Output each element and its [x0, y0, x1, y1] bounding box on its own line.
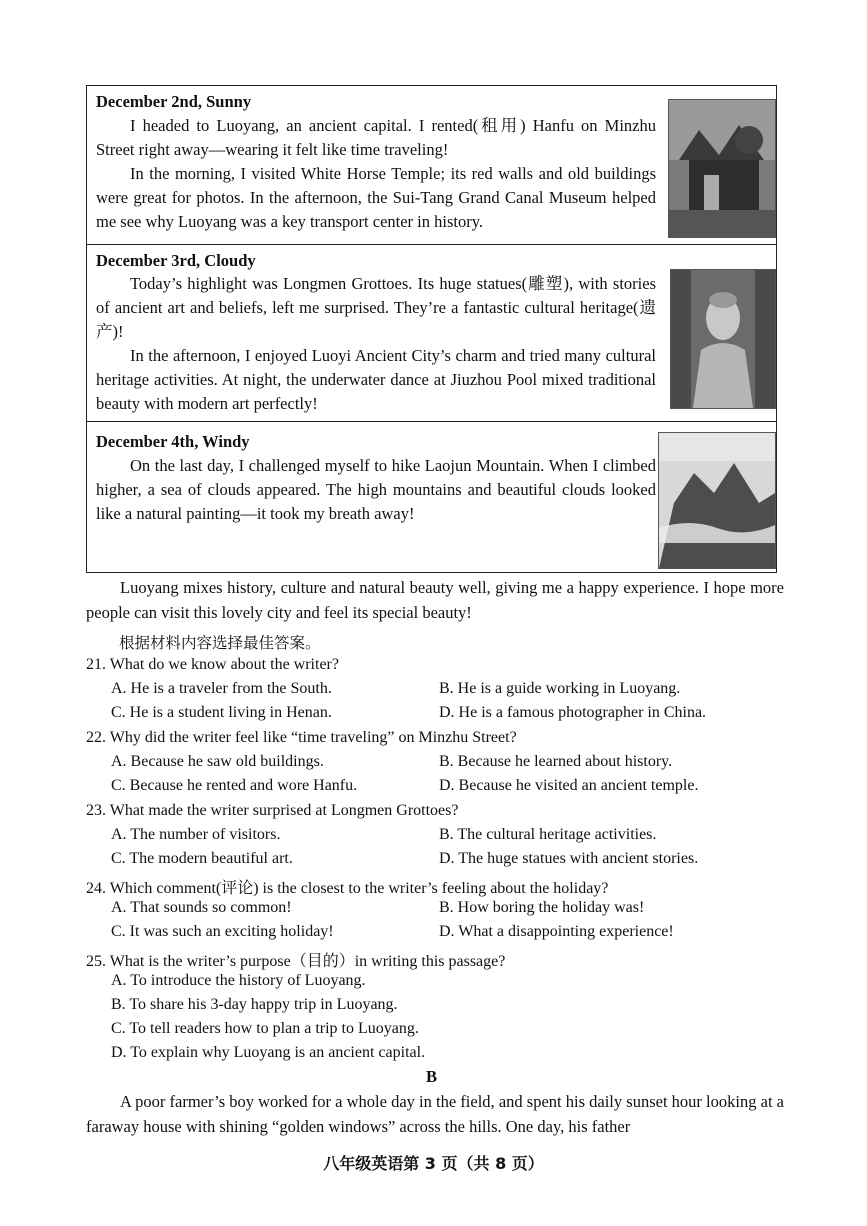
- entry-date: December 4th, Windy: [96, 432, 250, 451]
- section-b-paragraph: [86, 1090, 784, 1139]
- option-22-c[interactable]: C. Because he rented and wore Hanfu.: [111, 777, 358, 794]
- entry-date: December 3rd, Cloudy: [96, 251, 256, 270]
- option-21-b[interactable]: B. He is a guide working in Luoyang.: [439, 680, 681, 697]
- option-21-d[interactable]: D. He is a famous photographer in China.: [439, 704, 707, 721]
- laojun-mountain-photo: [658, 432, 776, 569]
- option-25-a[interactable]: A. To introduce the history of Luoyang.: [111, 972, 366, 989]
- entry-paragraph: On the last day, I challenged myself to hike Laojun Mountain. When I climbed higher, a sea of clouds appeared. The high mountains and beautiful clouds looked like a natural painting—it took my breath away!: [96, 456, 656, 523]
- option-22-b[interactable]: B. Because he learned about history.: [439, 753, 673, 770]
- option-21-c[interactable]: C. He is a student living in Henan.: [111, 704, 332, 721]
- option-23-c[interactable]: C. The modern beautiful art.: [111, 850, 293, 867]
- page-footer: 八年级英语第 3 页（共 8 页）: [323, 1154, 544, 1173]
- question-25: 25. What is the writer’s purpose（目的）in writing this passage?: [86, 953, 506, 970]
- option-23-a[interactable]: A. The number of visitors.: [111, 826, 281, 843]
- entry-text: [96, 114, 656, 234]
- option-25-d[interactable]: D. To explain why Luoyang is an ancient capital.: [111, 1044, 426, 1061]
- option-24-a[interactable]: A. That sounds so common!: [111, 899, 292, 916]
- section-b-heading: B: [426, 1067, 438, 1086]
- option-25-b[interactable]: B. To share his 3-day happy trip in Luoyang.: [111, 996, 398, 1013]
- closing-paragraph: [86, 576, 784, 625]
- option-23-b[interactable]: B. The cultural heritage activities.: [439, 826, 657, 843]
- entry-paragraph: In the afternoon, I enjoyed Luoyi Ancient City’s charm and tried many cultural heritage activities. At night, the underwater dance at Jiuzhou Pool mixed traditional beauty with modern art perfectly!: [96, 346, 656, 413]
- entry-paragraph: Today’s highlight was Longmen Grottoes. Its huge statues(雕塑), with stories of ancient art and beliefs, left me surprised. They’re a fantastic cultural heritage(遗产)!: [96, 274, 656, 341]
- section-b-text: A poor farmer’s boy worked for a whole day in the field, and spent his daily sunset hour looking at a faraway house with shining “golden windows” across the hills. One day, his father: [86, 1092, 784, 1136]
- longmen-grottoes-photo: [670, 269, 776, 409]
- entry-paragraph: I headed to Luoyang, an ancient capital. I rented(租用) Hanfu on Minzhu Street right away—wearing it felt like time traveling!: [96, 116, 656, 159]
- question-21: 21. What do we know about the writer?: [86, 656, 339, 673]
- option-25-c[interactable]: C. To tell readers how to plan a trip to Luoyang.: [111, 1020, 419, 1037]
- entry-text: [96, 454, 656, 526]
- white-horse-temple-photo: [668, 99, 776, 238]
- option-22-d[interactable]: D. Because he visited an ancient temple.: [439, 777, 699, 794]
- option-24-c[interactable]: C. It was such an exciting holiday!: [111, 923, 334, 940]
- diary-entry-dec-4: [87, 422, 776, 574]
- instruction: 根据材料内容选择最佳答案。: [119, 634, 321, 652]
- diary-entry-dec-3: [87, 245, 776, 422]
- diary-table: [86, 85, 777, 573]
- entry-text: [96, 272, 656, 416]
- question-23: 23. What made the writer surprised at Longmen Grottoes?: [86, 802, 459, 819]
- question-24: 24. Which comment(评论) is the closest to the writer’s feeling about the holiday?: [86, 880, 609, 897]
- option-24-b[interactable]: B. How boring the holiday was!: [439, 899, 645, 916]
- entry-date: December 2nd, Sunny: [96, 92, 252, 111]
- closing-text: Luoyang mixes history, culture and natural beauty well, giving me a happy experience. I hope more people can visit this lovely city and feel its special beauty!: [86, 578, 784, 622]
- question-22: 22. Why did the writer feel like “time traveling” on Minzhu Street?: [86, 729, 517, 746]
- option-22-a[interactable]: A. Because he saw old buildings.: [111, 753, 324, 770]
- option-23-d[interactable]: D. The huge statues with ancient stories.: [439, 850, 699, 867]
- diary-entry-dec-2: [87, 86, 776, 245]
- entry-paragraph: In the morning, I visited White Horse Temple; its red walls and old buildings were great for photos. In the afternoon, the Sui-Tang Grand Canal Museum helped me see why Luoyang was a key transport center in history.: [96, 164, 656, 231]
- option-24-d[interactable]: D. What a disappointing experience!: [439, 923, 674, 940]
- option-21-a[interactable]: A. He is a traveler from the South.: [111, 680, 332, 697]
